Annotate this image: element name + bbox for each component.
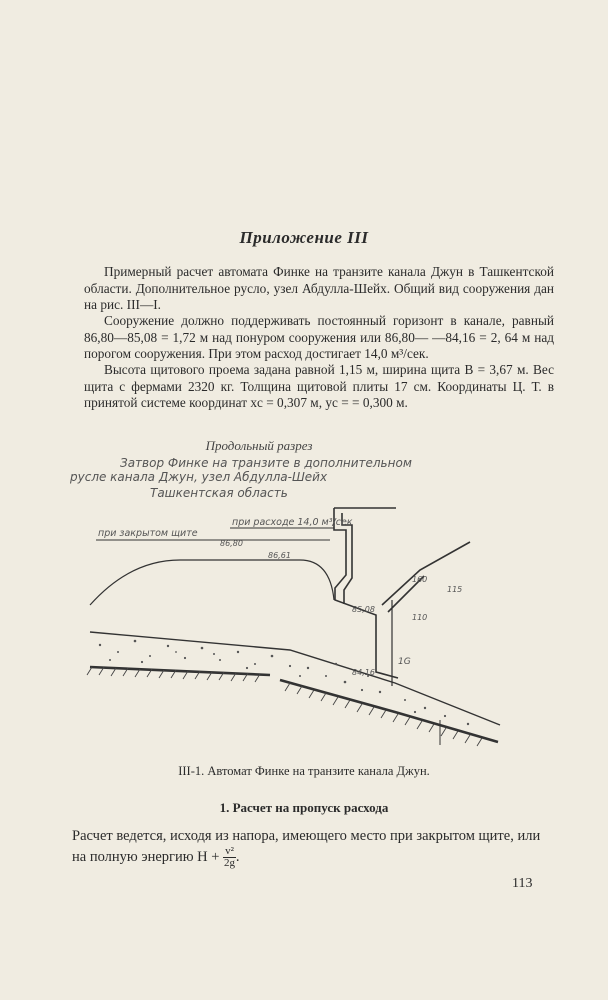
drawing-title-line-2: русле канала Джун, узел Абдулла-Шейх bbox=[70, 470, 328, 484]
paragraph-calculation-text: Расчет ведется, исходя из напора, имеющего место при закрытом щите, или на полную энергию H + bbox=[72, 828, 541, 865]
label-dim-3: 110 bbox=[412, 613, 428, 622]
bed-top-line bbox=[90, 632, 500, 725]
drawing-title-line-3: Ташкентская область bbox=[150, 486, 288, 500]
appendix-title: Приложение III bbox=[239, 228, 369, 247]
gate-flap-line bbox=[382, 542, 470, 605]
energy-formula-fraction bbox=[223, 846, 236, 869]
paragraph-horizon: Сооружение должно поддерживать постоянный горизонт в канале, равный 86,80—85,08 = 1,72 м над понуром сооружения или 86,80— —84,16 = 2, 64 м над порогом сооружения. При этом расход достигает 14,0 м³/сек. bbox=[84, 313, 554, 361]
drawing-title-line-1: Затвор Финке на транзите в дополнительном bbox=[120, 456, 412, 470]
label-elev-3: 85,08 bbox=[352, 605, 375, 614]
page-number: 113 bbox=[512, 876, 533, 891]
label-elev-4: 84,16 bbox=[352, 668, 375, 677]
label-elev-2: 86,61 bbox=[268, 551, 291, 560]
upstream-profile bbox=[90, 560, 334, 605]
label-dim-4: 1G bbox=[398, 657, 411, 667]
paragraph-gate-params: Высота щитового проема задана равной 1,15 м, ширина щита B = 3,67 м. Вес щита с фермами 2320 кг. Толщина щитовой плиты 17 см. Координаты Ц. Т. в принятой системе координат xc = 0,307 м, yc = = 0,300 м. bbox=[84, 362, 554, 410]
label-dim-2: 115 bbox=[447, 585, 463, 594]
formula-numerator: v² bbox=[225, 845, 234, 857]
drawing-heading: Продольный разрез bbox=[205, 438, 313, 453]
hatching-right bbox=[285, 683, 482, 746]
label-dim-1: 160 bbox=[412, 575, 428, 584]
paragraph-intro: Примерный расчет автомата Финке на транзите канала Джун в Ташкентской области. Дополнительное русло, узел Абдулла-Шейх. Общий вид сооружения дан на рис. III—I. bbox=[84, 264, 554, 312]
label-elev-1: 86,80 bbox=[220, 539, 243, 548]
foundation-line bbox=[90, 667, 270, 675]
paragraph-calculation: Расчет ведется, исходя из напора, имеющего место при закрытом щите, или на полную энергию H + $\frac{\text{v²}}{2g}$ . bbox=[72, 828, 541, 869]
label-closed: при закрытом щите bbox=[98, 528, 198, 539]
section-heading: 1. Расчет на пропуск расхода bbox=[219, 800, 389, 815]
figure-caption: III-1. Автомат Финке на транзите канала Джун. bbox=[178, 764, 430, 778]
label-flow: при расходе 14,0 м³/сек bbox=[232, 517, 353, 528]
formula-denominator: 2g bbox=[223, 857, 235, 869]
